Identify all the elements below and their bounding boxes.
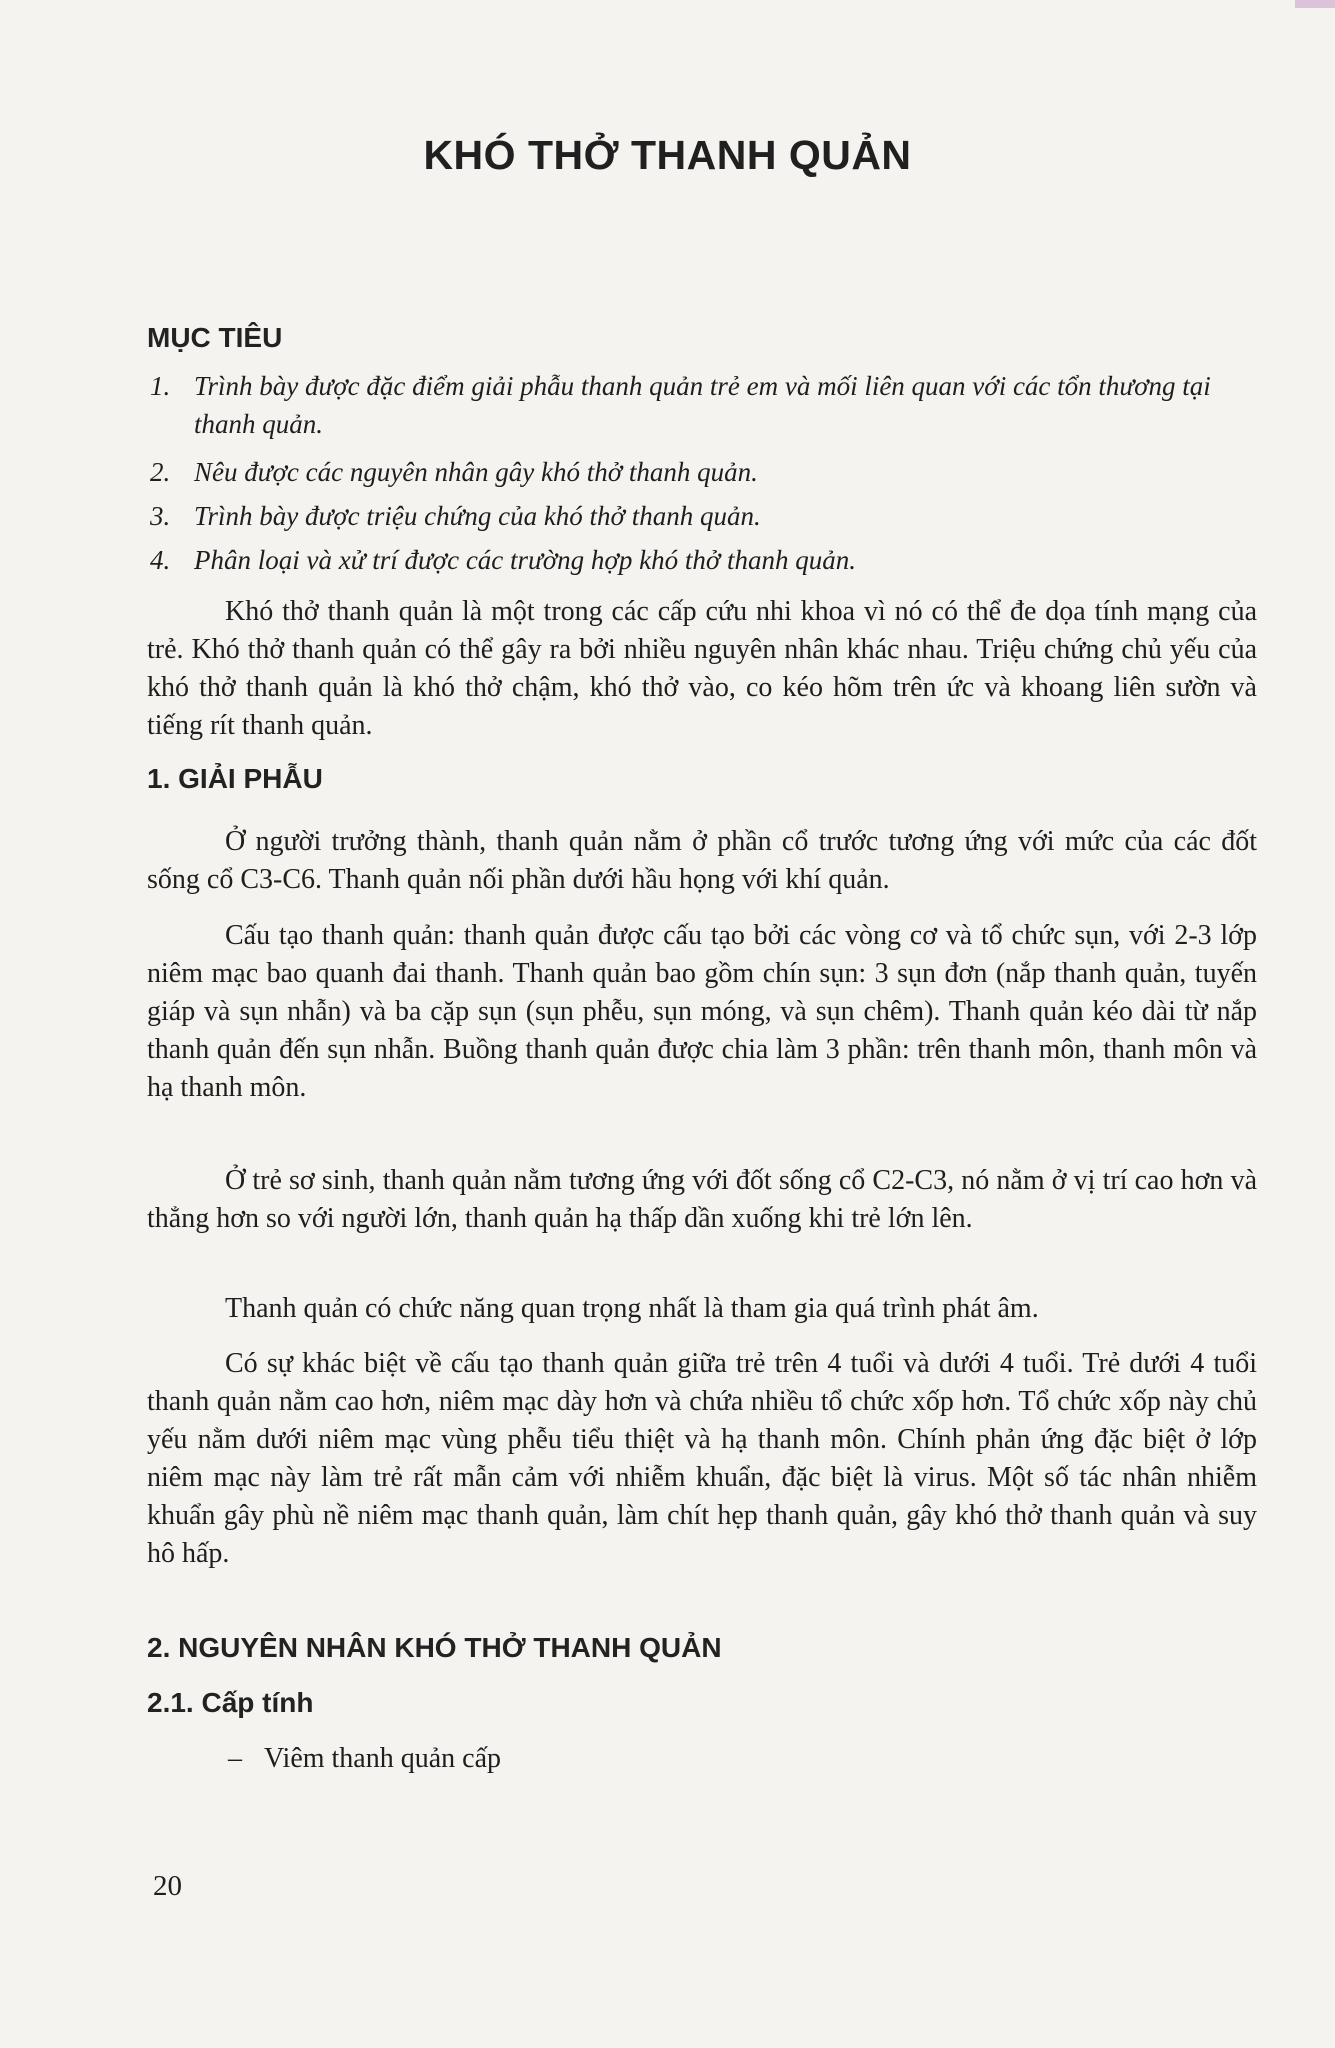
scan-edge-mark xyxy=(1295,0,1335,8)
objective-text: Trình bày được triệu chứng của khó thở thanh quản. xyxy=(194,501,761,531)
section-1-paragraph: Ở trẻ sơ sinh, thanh quản nằm tương ứng với đốt sống cổ C2-C3, nó nằm ở vị trí cao hơn và thẳng hơn so với người lớn, thanh quản hạ thấp dần xuống khi trẻ lớn lên. xyxy=(147,1165,1257,1234)
intro-paragraph: Khó thở thanh quản là một trong các cấp cứu nhi khoa vì nó có thể đe dọa tính mạng của trẻ. Khó thở thanh quản có thể gây ra bởi nhiều nguyên nhân khác nhau. Triệu chứng chủ yếu của khó thở thanh quản là khó thở chậm, khó thở vào, co kéo hõm trên ức và khoang liên sườn và tiếng rít thanh quản. xyxy=(147,596,1257,741)
section-1-paragraph: Có sự khác biệt về cấu tạo thanh quản giữa trẻ trên 4 tuổi và dưới 4 tuổi. Trẻ dưới 4 tuổi thanh quản nằm cao hơn, niêm mạc dày hơn và chứa nhiều tổ chức xốp hơn. Tổ chức xốp này chủ yếu nằm dưới niêm mạc vùng phễu tiểu thiệt và hạ thanh môn. Chính phản ứng đặc biệt ở lớp niêm mạc này làm trẻ rất mẫn cảm với nhiễm khuẩn, đặc biệt là virus. Một số tác nhân nhiễm khuẩn gây phù nề niêm mạc thanh quản, làm chít hẹp thanh quản, gây khó thở thanh quản và suy hô hấp. xyxy=(147,1348,1257,1569)
objective-item xyxy=(150,497,1260,535)
section-1-paragraph: Ở người trưởng thành, thanh quản nằm ở phần cổ trước tương ứng với mức của các đốt sống cổ C3-C6. Thanh quản nối phần dưới hầu họng với khí quản. xyxy=(147,826,1257,895)
objective-item xyxy=(150,367,1260,443)
subsection-2-1-heading: 2.1. Cấp tính xyxy=(147,1687,314,1718)
section-1-paragraph: Thanh quản có chức năng quan trọng nhất là tham gia quá trình phát âm. xyxy=(225,1293,1039,1324)
section-1-paragraph: Cấu tạo thanh quản: thanh quản được cấu tạo bởi các vòng cơ và tổ chức sụn, với 2-3 lớp niêm mạc bao quanh đai thanh. Thanh quản bao gồm chín sụn: 3 sụn đơn (nắp thanh quản, tuyến giáp và sụn nhẫn) và ba cặp sụn (sụn phễu, sụn móng, và sụn chêm). Thanh quản kéo dài từ nắp thanh quản đến sụn nhẫn. Buồng thanh quản được chia làm 3 phần: trên thanh môn, thanh môn và hạ thanh môn. xyxy=(147,920,1257,1103)
section-2-heading: 2. NGUYÊN NHÂN KHÓ THỞ THANH QUẢN xyxy=(147,1632,722,1663)
objective-item xyxy=(150,453,1260,491)
page-number: 20 xyxy=(153,1870,182,1902)
objective-number: 3. xyxy=(150,501,171,531)
objective-text: Trình bày được đặc điểm giải phẫu thanh quản trẻ em và mối liên quan với các tổn thương tại thanh quản. xyxy=(194,371,1211,439)
list-item xyxy=(228,1740,1228,1778)
list-item-text: Viêm thanh quản cấp xyxy=(264,1743,502,1774)
page-title: KHÓ THỞ THANH QUẢN xyxy=(423,132,912,178)
objective-text: Nêu được các nguyên nhân gây khó thở thanh quản. xyxy=(194,457,758,487)
objectives-heading: MỤC TIÊU xyxy=(147,322,283,353)
objective-item xyxy=(150,541,1260,579)
dash-bullet: – xyxy=(228,1743,242,1774)
objective-number: 2. xyxy=(150,457,171,487)
section-1-heading: 1. GIẢI PHẪU xyxy=(147,763,323,794)
objective-number: 1. xyxy=(150,371,171,401)
objective-text: Phân loại và xử trí được các trường hợp khó thở thanh quản. xyxy=(194,545,856,575)
objective-number: 4. xyxy=(150,545,171,575)
